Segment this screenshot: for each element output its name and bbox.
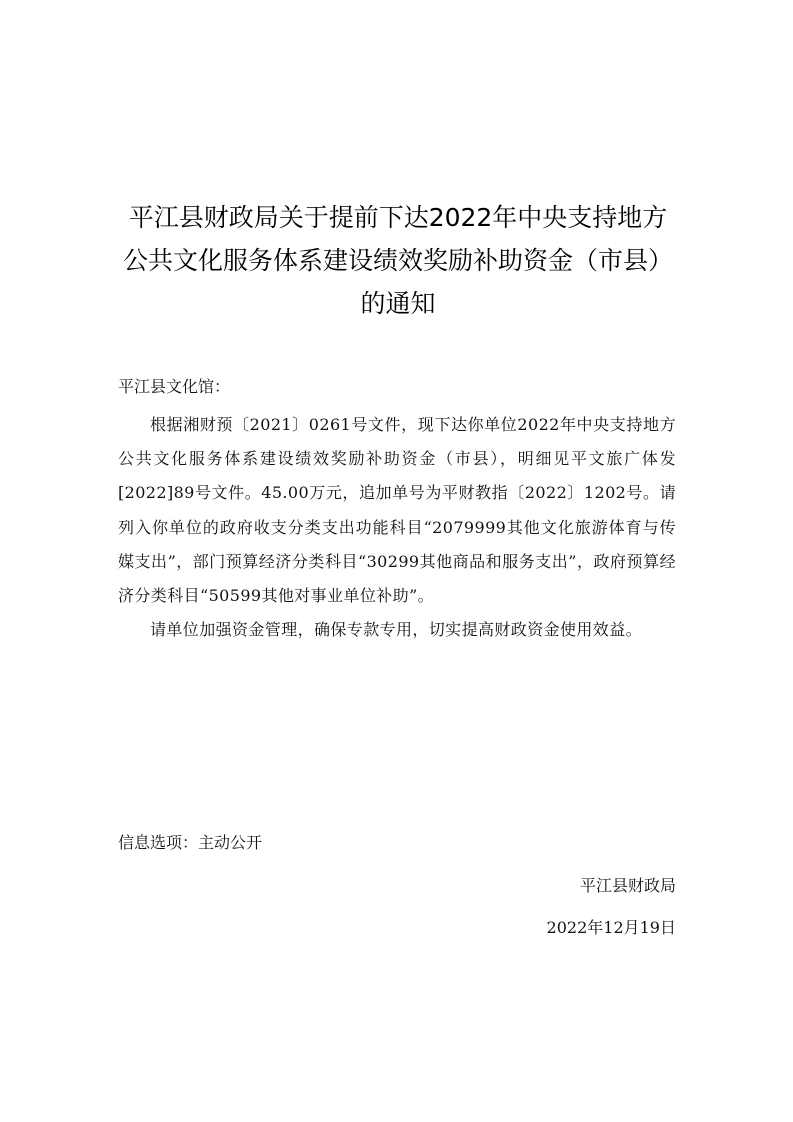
body-paragraph-management: 请单位加强资金管理，确保专款专用，切实提高财政资金使用效益。 <box>150 620 643 640</box>
document-body <box>118 408 676 647</box>
issuer-name: 平江县财政局 <box>579 876 676 895</box>
disclosure-option: 信息选项：主动公开 <box>118 833 263 852</box>
issue-date: 2022年12月19日 <box>546 918 676 937</box>
body-paragraph-allocation: 根据湘财预〔2021〕0261号文件，现下达你单位2022年中央支持地方公共文化服务体系建设绩效奖励补助资金（市县），明细见平文旅广体发[2022]89号文件。45.00万元，追加单号为平财教指〔2022〕1202号。请列入你单位的政府收支分类支出功能科目“2079999其他文化旅游体育与传媒支出”，部门预算经济分类科目“30299其他商品和服务支出”，政府预算经济分类科目“50599其他对事业单位补助”。 <box>118 415 676 606</box>
salutation: 平江县文化馆： <box>118 377 231 396</box>
document-title: 平江县财政局关于提前下达2022年中央支持地方公共文化服务体系建设绩效奖励补助资金（市县）的通知 <box>122 203 673 318</box>
